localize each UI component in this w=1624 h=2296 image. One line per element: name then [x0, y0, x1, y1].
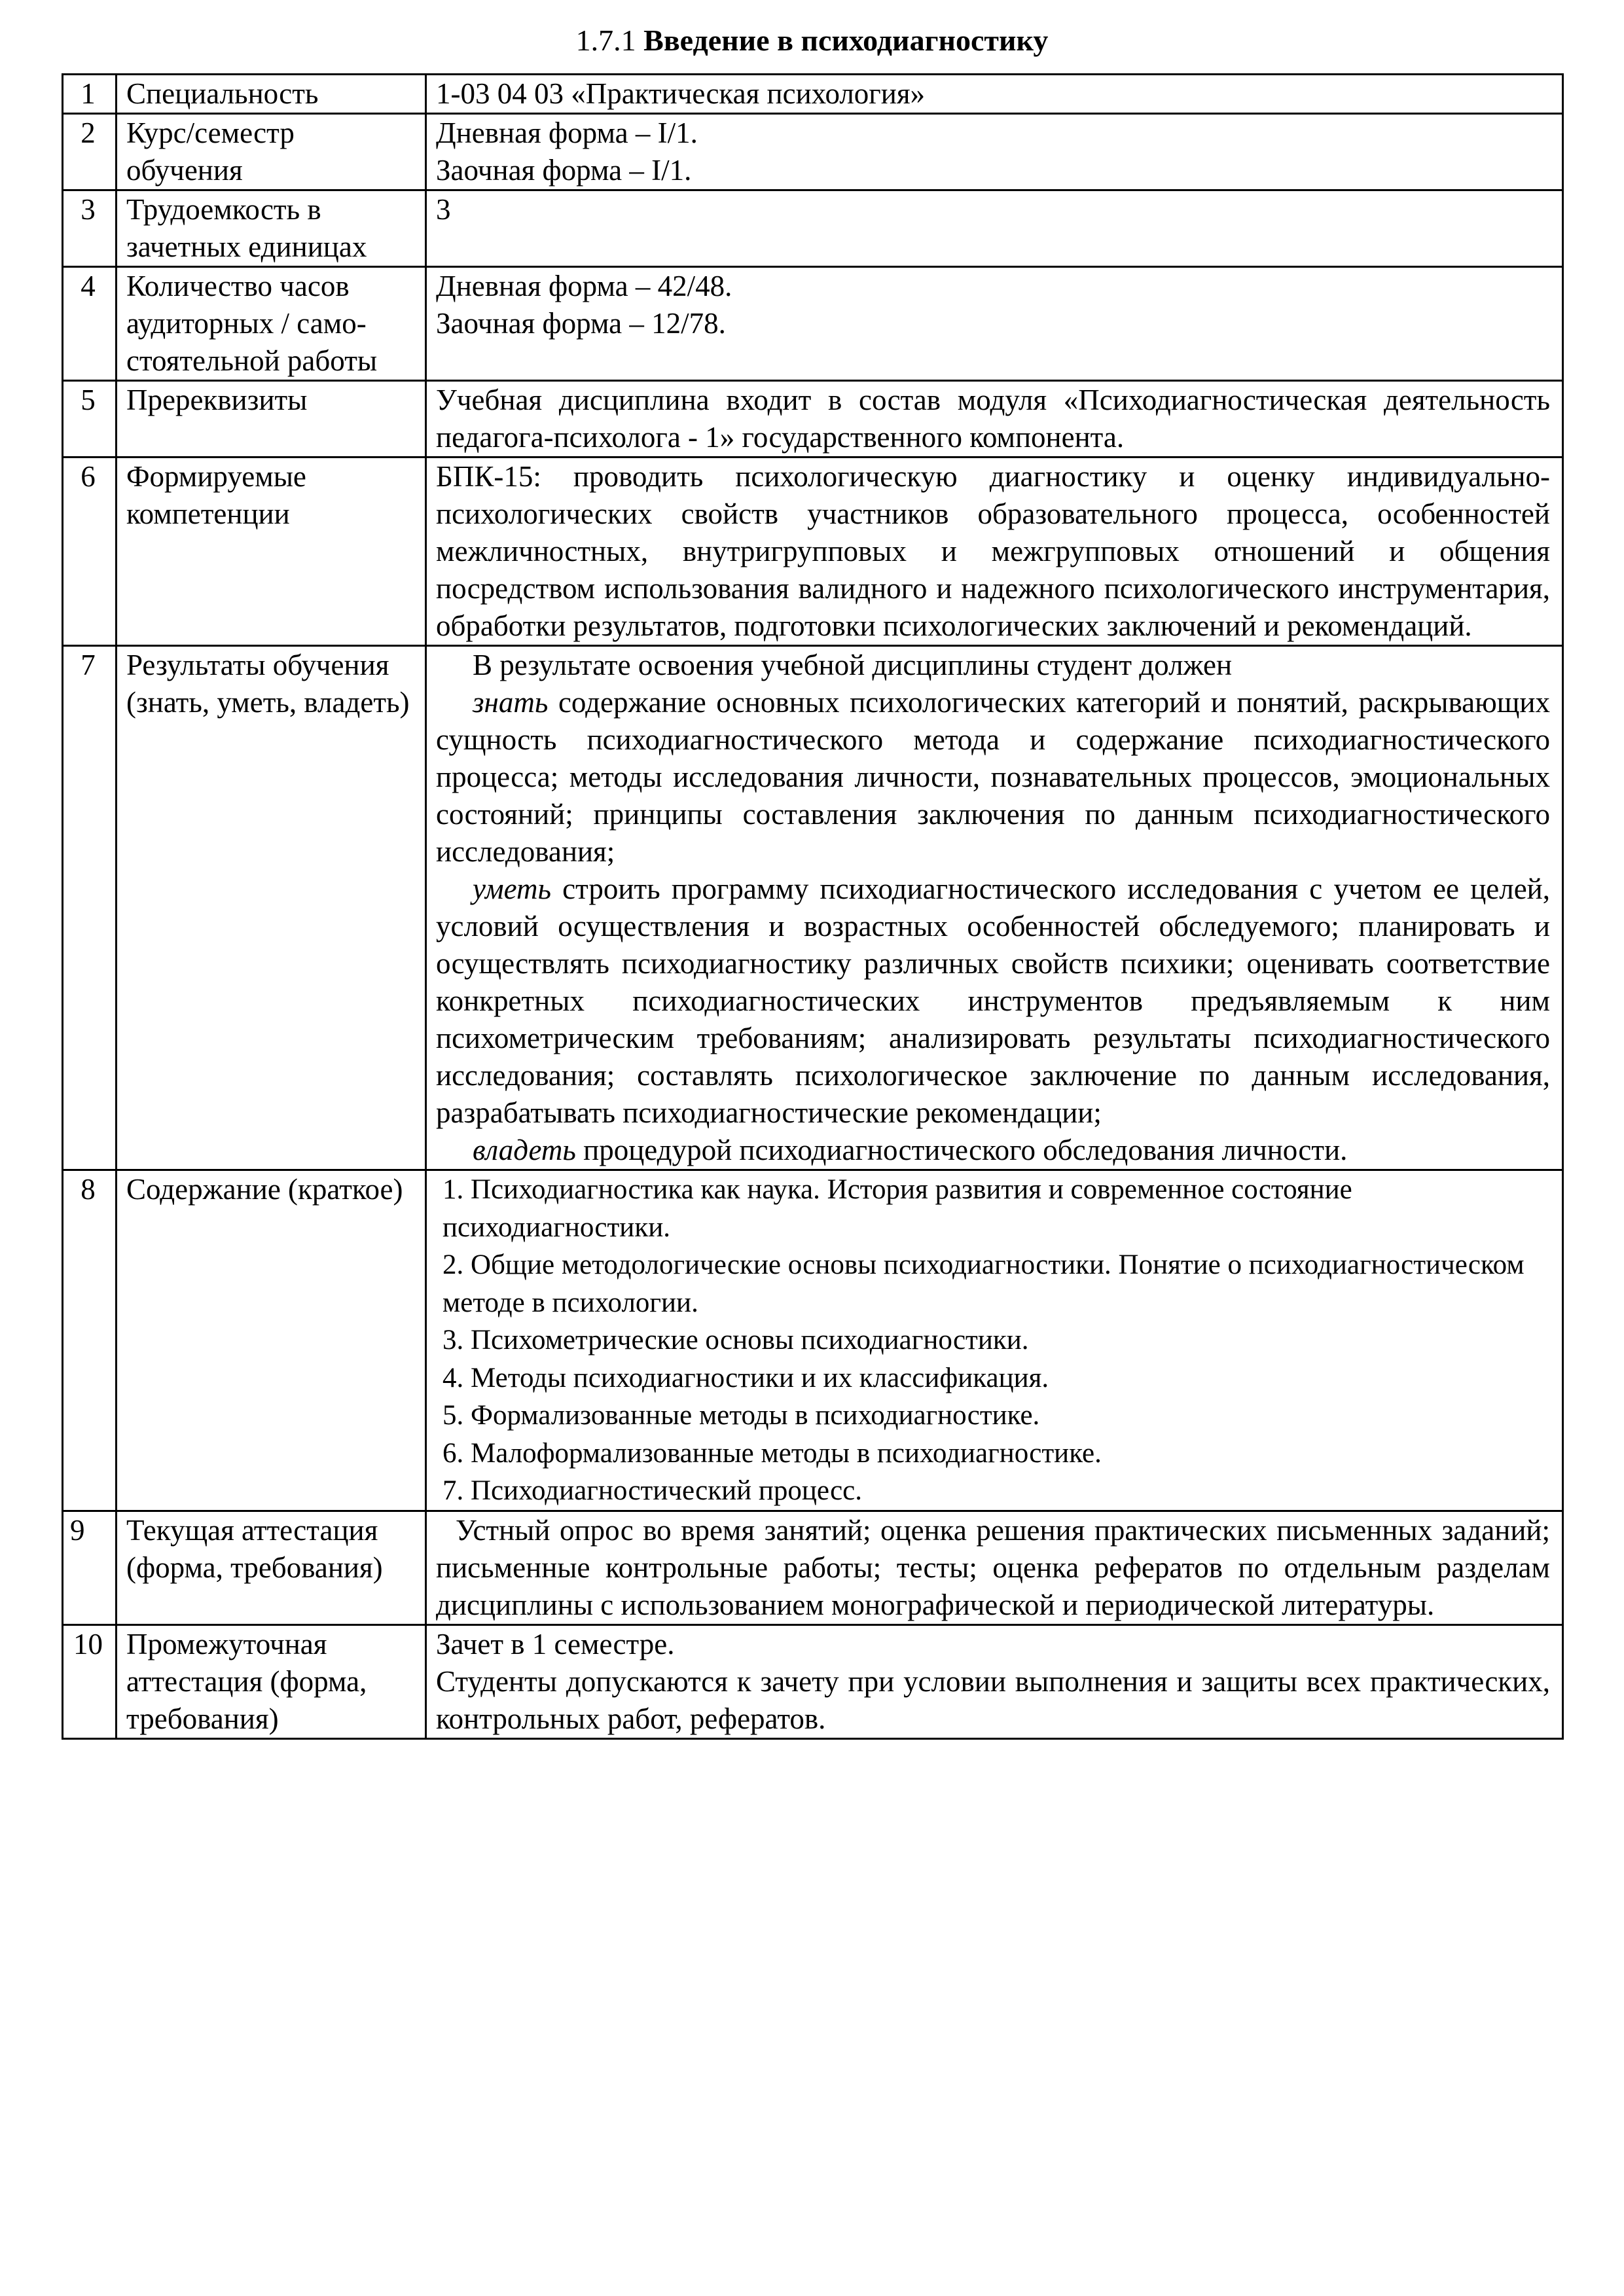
row-label: Трудоемкость в зачетных единицах — [117, 190, 426, 267]
can-keyword: уметь — [473, 872, 551, 905]
row-label: Результаты обучения (знать, уметь, владеть) — [117, 646, 426, 1170]
row-value — [426, 381, 1563, 457]
row-value — [426, 646, 1563, 1170]
list-item: 3. Психометрические основы психодиагностики. — [442, 1325, 1029, 1355]
value-text: Устный опрос во время занятий; оценка решения практических письменных заданий; письменные контрольные работы; тесты; оценка рефератов по отдельным разделам дисциплины с использованием монографической и периодической литературы. — [436, 1513, 1550, 1621]
row-number: 6 — [63, 457, 117, 646]
row-label: Формируемые компетенции — [117, 457, 426, 646]
value-line: Заочная форма – I/1. — [436, 154, 692, 187]
row-label: Содержание (краткое) — [117, 1170, 426, 1511]
row-value — [426, 114, 1563, 190]
table-row — [63, 114, 1563, 190]
list-item: 5. Формализованные методы в психодиагностике. — [442, 1400, 1040, 1431]
row-value — [426, 457, 1563, 646]
table-row — [63, 646, 1563, 1170]
value-line: 1-03 04 03 «Практическая психология» — [436, 77, 926, 110]
own-keyword: владеть — [473, 1134, 576, 1166]
title-number: 1.7.1 — [575, 24, 636, 57]
row-label: Текущая аттестация (форма, требования) — [117, 1511, 426, 1624]
row-value — [426, 1170, 1563, 1511]
table-row — [63, 190, 1563, 267]
row-number: 9 — [63, 1511, 117, 1624]
list-item: 2. Общие методологические основы психодиагностики. Понятие о психодиагностическом методе в психологии. — [442, 1249, 1525, 1318]
list-item: 1. Психодиагностика как наука. История развития и современное состояние психодиагностики. — [442, 1174, 1352, 1243]
table-row — [63, 381, 1563, 457]
row-number: 10 — [63, 1624, 117, 1738]
table-row — [63, 75, 1563, 114]
results-can — [436, 870, 1550, 1132]
row-label: Пререквизиты — [117, 381, 426, 457]
row-value — [426, 1624, 1563, 1738]
table-row — [63, 457, 1563, 646]
results-know — [436, 684, 1550, 870]
know-text: содержание основных психологических категорий и понятий, раскрывающих сущность психодиагностического метода и содержание психодиагностического процесса; методы исследования личности, познавательных процессов, эмоциональных состояний; принципы составления заключения по данным психодиагностического исследования; — [436, 686, 1550, 868]
row-number: 5 — [63, 381, 117, 457]
value-text: БПК-15: проводить психологическую диагностику и оценку индивидуально-психологических свойств участников образовательного процесса, особенностей межличностных, внутригрупповых и межгрупповых отношений и общения посредством использования валидного и надежного психологического инструментария, обработки результатов, подготовки психологических заключений и рекомендаций. — [436, 460, 1550, 642]
row-value — [426, 75, 1563, 114]
title-text: Введение в психодиагностику — [643, 24, 1049, 57]
value-line: Дневная форма – I/1. — [436, 117, 698, 149]
value-line: 3 — [436, 193, 451, 226]
row-number: 7 — [63, 646, 117, 1170]
row-value — [426, 1511, 1563, 1624]
table-row — [63, 1511, 1563, 1624]
results-intro: В результате освоения учебной дисциплины студент должен — [473, 649, 1233, 681]
results-own — [436, 1132, 1550, 1169]
row-number: 4 — [63, 267, 117, 381]
value-line: Заочная форма – 12/78. — [436, 307, 726, 340]
row-number: 3 — [63, 190, 117, 267]
page-title — [0, 22, 1624, 59]
row-number: 8 — [63, 1170, 117, 1511]
table-row — [63, 267, 1563, 381]
list-item: 4. Методы психодиагностики и их классификация. — [442, 1362, 1049, 1393]
own-text: процедурой психодиагностического обследования личности. — [583, 1134, 1348, 1166]
value-line: Зачет в 1 семестре. — [436, 1627, 675, 1660]
table-row — [63, 1624, 1563, 1738]
row-number: 1 — [63, 75, 117, 114]
value-text: Студенты допускаются к зачету при условии выполнения и защиты всех практических, контрольных работ, рефератов. — [436, 1664, 1550, 1735]
can-text: строить программу психодиагностического исследования с учетом ее целей, условий осуществления и возрастных особенностей обследуемого; планировать и осуществлять психодиагностику различных свойств психики; оценивать соответствие конкретных психодиагностических инструментов предъявляемым к ним психометрическим требованиям; анализировать результаты психодиагностического исследования; составлять психологическое заключение по данным исследования, разрабатывать психодиагностические рекомендации; — [436, 872, 1551, 1129]
row-label: Промежуточная аттестация (форма, требования) — [117, 1624, 426, 1738]
value-line: Дневная форма – 42/48. — [436, 270, 732, 302]
know-keyword: знать — [473, 686, 549, 719]
row-number: 2 — [63, 114, 117, 190]
row-value — [426, 267, 1563, 381]
row-label: Курс/семестр обучения — [117, 114, 426, 190]
list-item: 7. Психодиагностический процесс. — [442, 1475, 862, 1506]
table-row — [63, 1170, 1563, 1511]
discipline-table — [62, 73, 1564, 1740]
row-value — [426, 190, 1563, 267]
row-label: Количество часов аудиторных / само-стоятельной работы — [117, 267, 426, 381]
row-label: Специальность — [117, 75, 426, 114]
value-text: Учебная дисциплина входит в состав модуля «Психодиагностическая деятельность педагога-психолога - 1» государственного компонента. — [436, 384, 1550, 454]
list-item: 6. Малоформализованные методы в психодиагностике. — [442, 1437, 1102, 1469]
